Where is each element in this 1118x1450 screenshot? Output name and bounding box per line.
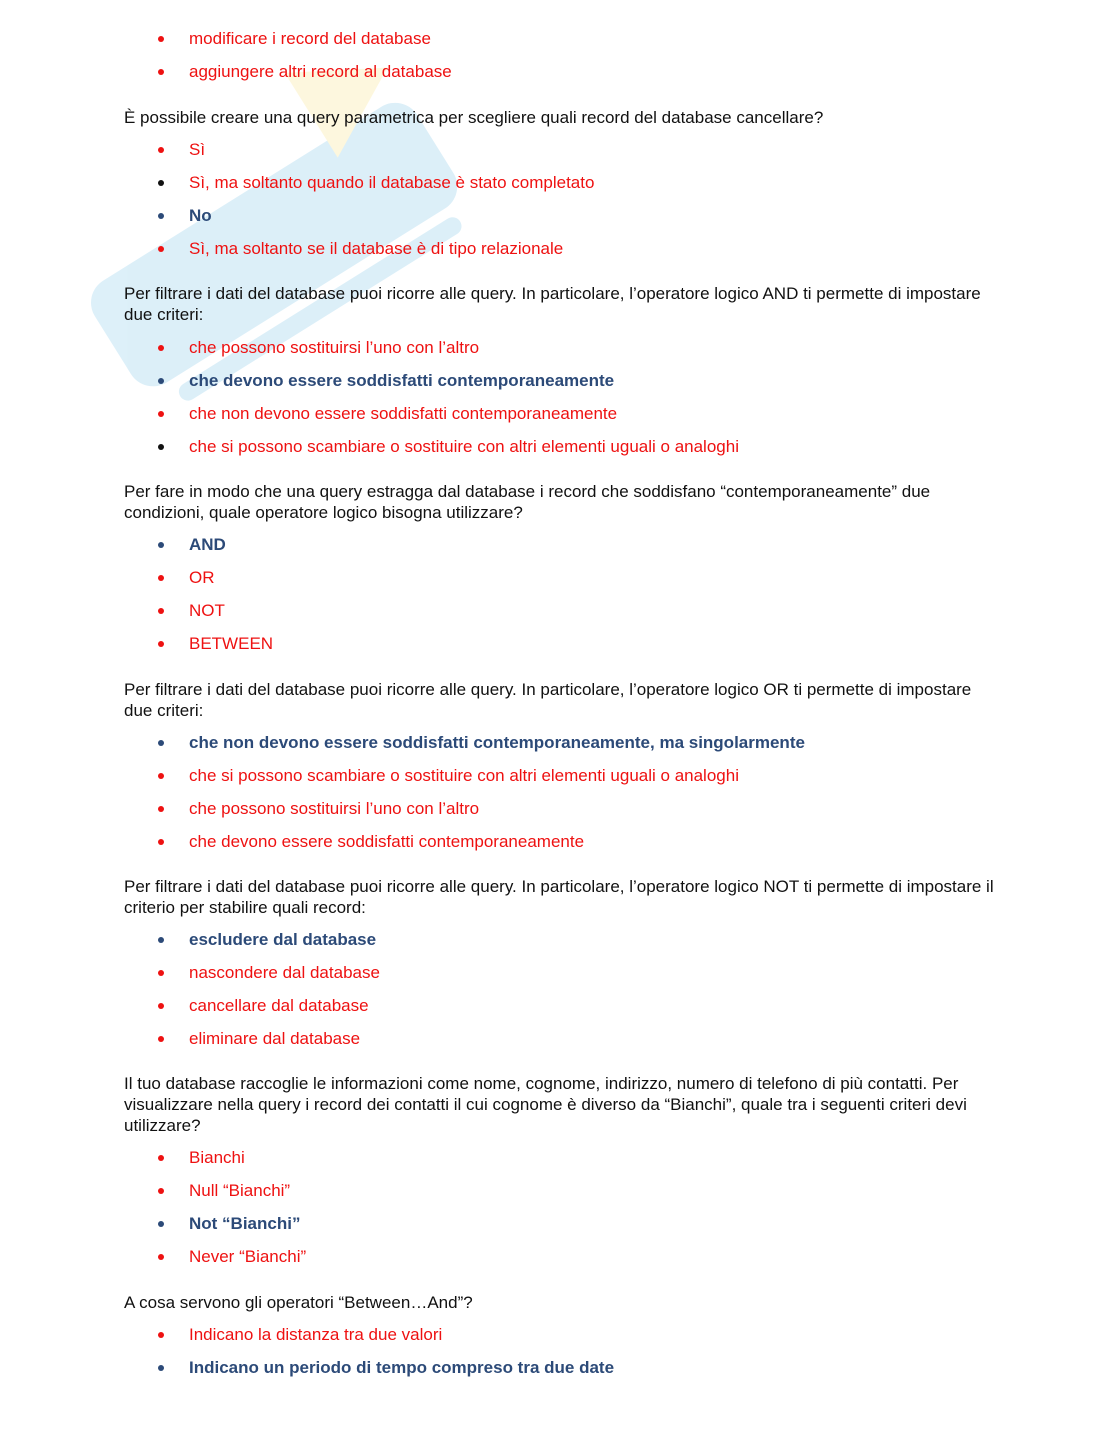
question-text: È possibile creare una query parametrica per scegliere quali record del database cancellare? — [124, 108, 824, 127]
correct-answer-option: Not “Bianchi” — [0, 1213, 1118, 1246]
answer-list-3 — [0, 534, 1118, 666]
answer-list-2 — [0, 337, 1118, 469]
correct-answer-option: escludere dal database — [0, 929, 1118, 962]
answer-option: Bianchi — [0, 1147, 1118, 1180]
question-text: Per filtrare i dati del database puoi ricorre alle query. In particolare, l’operatore logico AND ti permette di impostare due criteri: — [124, 284, 981, 324]
question-text: A cosa servono gli operatori “Between…And”? — [124, 1293, 473, 1312]
question-text: Per filtrare i dati del database puoi ricorre alle query. In particolare, l’operatore logico NOT ti permette di impostare il criterio per stabilire quali record: — [124, 877, 994, 917]
question-text: Per filtrare i dati del database puoi ricorre alle query. In particolare, l’operatore logico OR ti permette di impostare due criteri: — [124, 680, 972, 720]
answer-option: che non devono essere soddisfatti contemporaneamente — [0, 403, 1118, 436]
answer-option: Sì, ma soltanto quando il database è stato completato — [0, 172, 1118, 205]
correct-answer-option: AND — [0, 534, 1118, 567]
answer-option: che si possono scambiare o sostituire con altri elementi uguali o analoghi — [0, 436, 1118, 469]
answer-option: che possono sostituirsi l’uno con l’altro — [0, 337, 1118, 370]
correct-answer-option: Indicano un periodo di tempo compreso tra due date — [0, 1357, 1118, 1390]
answer-option: modificare i record del database — [0, 28, 1118, 61]
answer-option: Indicano la distanza tra due valori — [0, 1324, 1118, 1357]
correct-answer-option: No — [0, 205, 1118, 238]
answer-option: che possono sostituirsi l’uno con l’altro — [0, 798, 1118, 831]
answer-list-0 — [0, 28, 1118, 94]
answer-option: cancellare dal database — [0, 995, 1118, 1028]
correct-answer-option: che non devono essere soddisfatti contemporaneamente, ma singolarmente — [0, 732, 1118, 765]
correct-answer-option: che devono essere soddisfatti contemporaneamente — [0, 370, 1118, 403]
question-text: Il tuo database raccoglie le informazioni come nome, cognome, indirizzo, numero di telefono di più contatti. Per visualizzare nella query i record dei contatti il cui cognome è diverso da “Bianchi”, quale tra i seguenti criteri devi utilizzare? — [124, 1074, 967, 1135]
question-text: Per fare in modo che una query estragga dal database i record che soddisfano “contemporaneamente” due condizioni, quale operatore logico bisogna utilizzare? — [124, 482, 931, 522]
answer-list-4 — [0, 732, 1118, 864]
answer-option: OR — [0, 567, 1118, 600]
answer-option: che devono essere soddisfatti contemporaneamente — [0, 831, 1118, 864]
answer-option: NOT — [0, 600, 1118, 633]
answer-option: Sì, ma soltanto se il database è di tipo relazionale — [0, 238, 1118, 271]
answer-option: Null “Bianchi” — [0, 1180, 1118, 1213]
answer-list-1 — [0, 139, 1118, 271]
answer-list-5 — [0, 929, 1118, 1061]
answer-option: BETWEEN — [0, 633, 1118, 666]
answer-option: Never “Bianchi” — [0, 1246, 1118, 1279]
answer-option: Sì — [0, 139, 1118, 172]
answer-option: eliminare dal database — [0, 1028, 1118, 1061]
answer-option: aggiungere altri record al database — [0, 61, 1118, 94]
answer-option: nascondere dal database — [0, 962, 1118, 995]
answer-option: che si possono scambiare o sostituire con altri elementi uguali o analoghi — [0, 765, 1118, 798]
answer-list-6 — [0, 1147, 1118, 1279]
answer-list-7 — [0, 1324, 1118, 1390]
